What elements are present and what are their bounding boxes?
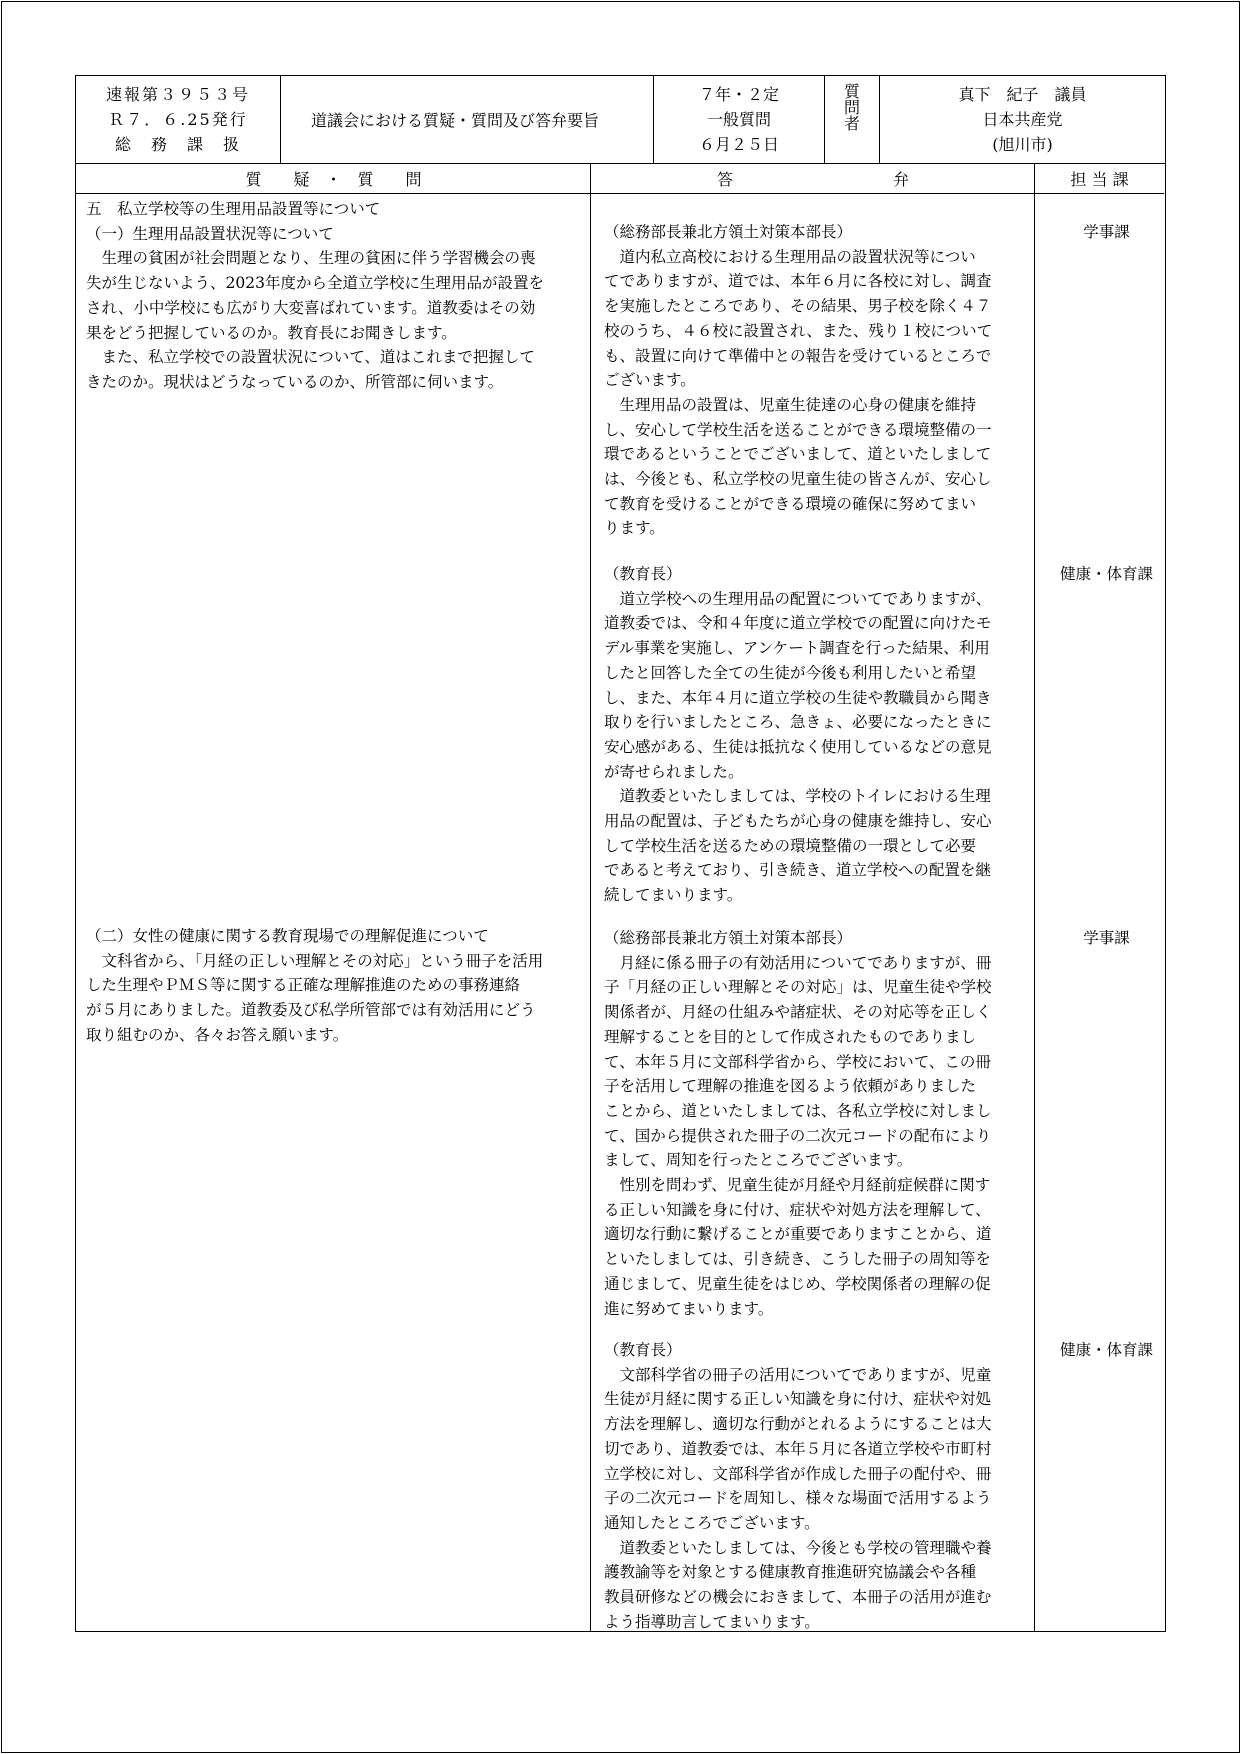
text-line: 五 私立学校等の生理用品設置等について — [86, 200, 381, 218]
text-line: る正しい知識を身に付け、症状や対処方法を理解して、 — [604, 1200, 991, 1219]
text-line: 道立学校への生理用品の配置についてでありますが、 — [604, 589, 992, 608]
text-line: 立学校に対し、文部科学省が作成した冊子の配付や、冊 — [604, 1464, 992, 1483]
text-line: 進に努めてまいります。 — [604, 1299, 774, 1318]
answer-block — [604, 926, 1036, 1321]
text-line: 生理用品の設置は、児童生徒達の心身の健康を維持 — [604, 395, 977, 414]
text-line: 果をどう把握しているのか。教育長にお聞きします。 — [86, 323, 457, 342]
text-line: （二）女性の健康に関する教育現場での理解促進について — [86, 927, 489, 945]
column-header-answer: 答 弁 — [591, 164, 1035, 194]
text-line: 月経に係る冊子の有効活用についてでありますが、冊 — [604, 953, 992, 972]
text-line: 教員研修などの機会におきまして、本冊子の活用が進む — [604, 1588, 992, 1607]
text-line: （一）生理用品設置状況等について — [86, 224, 334, 243]
text-line: され、小中学校にも広がり大変喜ばれています。道教委はその効 — [86, 298, 536, 317]
text-line: て、本年５月に文部科学省から、学校において、この冊 — [604, 1052, 991, 1071]
text-line: て、国から提供された冊子の二次元コードの配布により — [604, 1126, 992, 1145]
text-line: 理解することを目的として作成されたものでありまし — [604, 1027, 977, 1046]
answer-dept: 学事課 — [1083, 929, 1130, 947]
text-line: （総務部長兼北方領土対策本部長） — [604, 929, 853, 947]
text-line: 用品の配置は、子どもたちが心身の健康を維持し、安心 — [604, 812, 992, 831]
text-line: し、また、本年４月に道立学校の生徒や教職員から聞き — [604, 688, 992, 707]
text-line: きたのか。現状はどうなっているのか、所管部に伺います。 — [86, 372, 504, 391]
text-line: 性別を問わず、児童生徒が月経や月経前症候群に関す — [604, 1176, 991, 1195]
questioner-info — [880, 76, 1165, 163]
text-line: 文科省から、「月経の正しい理解とその対応」という冊子を活用 — [86, 951, 544, 970]
answer-block — [604, 562, 1036, 908]
member-name: 真下 紀子 議員 — [958, 85, 1087, 104]
text-line: 関係者が、月経の仕組みや諸症状、その対応等を正しく — [604, 1003, 992, 1022]
questioner-label: 質 問 者 — [825, 76, 880, 163]
text-line: 道教委といたしましては、学校のトイレにおける生理 — [604, 787, 991, 806]
text-line: 道内私立高校における生理用品の設置状況等につい — [604, 247, 976, 266]
text-line: （教育長） — [604, 1341, 682, 1359]
text-line: 切であり、道教委では、本年５月に各道立学校や市町村 — [604, 1439, 992, 1458]
text-line: であると考えており、引き続き、道立学校への配置を継 — [604, 861, 991, 880]
text-line: し、安心して学校生活を送ることができる環境整備の一 — [604, 420, 992, 439]
issue-info — [76, 76, 281, 163]
text-line: 生徒が月経に関する正しい知識を身に付け、症状や対処 — [604, 1390, 991, 1409]
qa-table — [75, 164, 1166, 1632]
text-line: 通知したところでございます。 — [604, 1513, 820, 1532]
answer-dept: 学事課 — [1083, 223, 1130, 241]
text-line: デル事業を実施し、アンケート調査を行った結果、利用 — [604, 639, 990, 658]
question-block — [86, 924, 582, 1048]
text-line: 続してまいります。 — [604, 886, 743, 905]
text-line: 子の二次元コードを周知し、様々な場面で活用するよう — [604, 1489, 992, 1508]
text-line: （総務部長兼北方領土対策本部長） — [604, 223, 853, 241]
text-line: した生理やＰＭＳ等に関する正確な理解推進のための事務連絡 — [86, 976, 521, 995]
text-line: ございます。 — [604, 371, 696, 390]
text-line: てでありますが、道では、本年６月に各校に対し、調査 — [604, 272, 992, 291]
answer-block — [604, 1338, 1036, 1634]
document-title: 道議会における質疑・質問及び答弁要旨 — [281, 76, 654, 163]
answer-dept: 健康・体育課 — [1059, 565, 1153, 583]
text-line: 方法を理解し、適切な行動がとれるようにすることは大 — [604, 1415, 992, 1434]
text-line: （教育長） — [604, 565, 682, 583]
text-line: 取り組むのか、各々お答え願います。 — [86, 1025, 349, 1044]
text-line: 取りを行いましたところ、急きょ、必要になったときに — [604, 713, 992, 732]
text-line: したと回答した全ての生徒が今後も利用したいと希望 — [604, 663, 977, 682]
column-header-question: 質 疑 ・ 質 問 — [76, 164, 591, 194]
text-line: ことから、道といたしましては、各私立学校に対しまし — [604, 1101, 992, 1120]
text-line: 子「月経の正しい理解とその対応」は、児童生徒や学校 — [604, 978, 992, 997]
text-line: まして、周知を行ったところでございます。 — [604, 1151, 913, 1170]
text-line: は、今後とも、私立学校の児童生徒の皆さんが、安心し — [604, 470, 992, 489]
text-line: が寄せられました。 — [604, 762, 744, 781]
text-line: といたしましては、引き続き、こうした冊子の周知等を — [604, 1250, 991, 1269]
member-party: 日本共産党 — [982, 110, 1063, 129]
text-line: 校のうち、４６校に設置され、また、残り１校について — [604, 321, 993, 340]
text-line: も、設置に向けて準備中との報告を受けているところで — [604, 346, 992, 365]
text-line: 護教諭等を対象とする健康教育推進研究協議会や各種 — [604, 1563, 977, 1582]
issue-date: Ｒ７．６.25発行 — [108, 110, 248, 129]
text-line: 環であるということでございまして、道といたしまして — [604, 445, 992, 464]
question-block — [86, 197, 582, 395]
text-line: 通じまして、児童生徒をはじめ、学校関係者の理解の促 — [604, 1274, 991, 1293]
text-line: して学校生活を送るための環境整備の一環として必要 — [604, 836, 977, 855]
text-line: よう指導助言してまいります。 — [604, 1612, 820, 1631]
text-line: 文部科学省の冊子の活用についてでありますが、児童 — [604, 1365, 992, 1384]
column-divider — [590, 164, 591, 1631]
answer-dept: 健康・体育課 — [1059, 1341, 1153, 1359]
text-line: が５月にありました。道教委及び私学所管部では有効活用にどう — [86, 1001, 536, 1020]
text-line: ります。 — [604, 519, 665, 538]
text-line: また、私立学校での設置状況について、道はこれまで把握して — [86, 348, 535, 367]
text-line: 子を活用して理解の推進を図るよう依頼がありました — [604, 1077, 977, 1096]
issue-number: 速報第３９５３号 — [105, 85, 250, 104]
member-district: (旭川市) — [992, 135, 1053, 154]
text-line: 道教委では、令和４年度に道立学校での配置に向けたモ — [604, 614, 992, 633]
text-line: 道教委といたしましては、今後とも学校の管理職や養 — [604, 1538, 992, 1557]
text-line: 安心感がある、生徒は抵抗なく使用しているなどの意見 — [604, 737, 992, 756]
text-line: を実施したところであり、その結果、男子校を除く４７ — [604, 297, 992, 316]
session-info: ７年・２定 一般質問 ６月２５日 — [654, 76, 825, 163]
issue-department: 総 務 課 扱 — [114, 135, 241, 154]
column-header-dept: 担 当 課 — [1035, 164, 1164, 194]
text-line: 適切な行動に繋げることが重要でありますことから、道 — [604, 1225, 992, 1244]
text-line: 失が生じないよう、2023年度から全道立学校に生理用品が設置を — [86, 274, 544, 293]
answer-block — [604, 220, 1036, 541]
text-line: て教育を受けることができる環境の確保に努めてまい — [604, 494, 977, 513]
text-line: 生理の貧困が社会問題となり、生理の貧困に伴う学習機会の喪 — [86, 249, 536, 268]
document-header — [75, 75, 1166, 164]
